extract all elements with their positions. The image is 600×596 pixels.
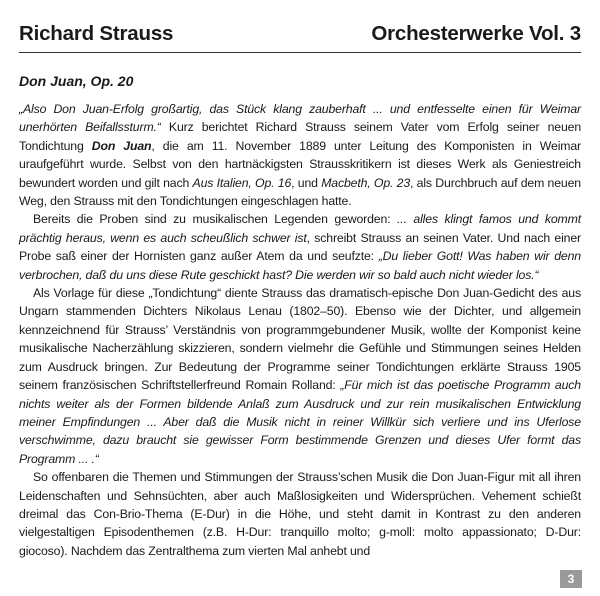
page-header	[19, 22, 581, 48]
text-run: , schreibt Strauss an seinen Vater. Und nach einer Probe saß einer der Hornisten ganz außer Atem da und seufzte:	[19, 230, 581, 264]
section-title: Don Juan, Op. 20	[19, 73, 134, 89]
quote-run: ... alles klingt famos und kommt prächtig heraus, wenn es auch scheußlich schwer ist	[19, 212, 581, 245]
composer-name: Richard Strauss	[19, 22, 174, 45]
quote-run: Macbeth, Op. 23	[321, 175, 411, 190]
text-run: , die am 11. November 1889 unter Leitung des Komponisten in Weimar uraufgeführt wurde. Selbst von den hartnäckigsten Strausskritikern ist dieses Werk als Geniestreich bewundert worden und gilt nach	[19, 138, 582, 190]
text-run: Kurz berichtet Richard Strauss seinem Vater vom Erfolg seiner neuen Tondichtung	[19, 120, 582, 153]
page-number: 3	[560, 570, 582, 588]
text-run: Bereits die Proben sind zu musikalischen Legenden geworden:	[33, 212, 398, 227]
text-run: , als Durchbruch auf dem neuen Weg, den Strauss mit den Tondichtungen eingeschlagen hatte.	[19, 175, 581, 209]
quote-run: Aus Italien, Op. 16	[192, 175, 292, 190]
paragraph	[19, 468, 581, 560]
text-run: So offenbaren die Themen und Stimmungen der Strauss’schen Musik die Don Juan-Figur mit all ihren Leidenschaften und Sehnsüchten, aber auch Maßlosigkeiten und Widersprüchen. Vehement schießt dreimal das Con-Brio-Thema (E-Dur) in die Höhe, und steht damit in Kontrast zu den anderen vielgestaltigen Episodenthemen (z.B. H-Dur: tranquillo molto; g-moll: molto appassionato; D-Dur: giocoso). Nachdem das Zentralthema zum vierten Mal anhebt und	[19, 470, 581, 558]
work-title-run: Don Juan	[91, 138, 152, 153]
quote-run: „Du lieber Gott! Was haben wir denn verbrochen, daß du uns diese Rute geschickt hast? Die werden wir so bald auch nicht wieder los.“	[19, 249, 581, 282]
text-run: Als Vorlage für diese „Tondichtung“ diente Strauss das dramatisch-epische Don Juan-Gedicht des aus Ungarn stammenden Dichters Nikolaus Lenau (1802–50). Ebenso wie der Dichter, und allgemein kennzeichnend für Strauss’ Verständnis von programmgebundener Musik, wollte der Komponist keine musikalische Nacherzählung skizzieren, sondern vielmehr die Gefühle und Stimmungen seines Helden zum Ausdruck bringen. Zur Bedeutung der Programme seiner Tondichtungen erklärte Strauss 1905 seinem französischen Schriftstellerfreund Romain Rolland:	[19, 286, 581, 393]
body-text	[19, 100, 581, 560]
header-rule	[19, 52, 581, 53]
text-run: , und	[291, 175, 322, 190]
album-title: Orchesterwerke Vol. 3	[371, 22, 581, 45]
paragraph	[19, 210, 581, 284]
paragraph	[19, 284, 581, 468]
quote-run: „Also Don Juan-Erfolg großartig, das Stück klang zauberhaft ... und entfesselte einen für Weimar unerhörten Beifallssturm.“	[19, 102, 581, 135]
quote-run: „Für mich ist das poetische Programm auch nichts weiter als der Formen bildende Anlaß zum Ausdruck und zur rein musikalischen Entwicklung meiner Empfindungen ... Aber daß die Musik nicht in reiner Willkür sich verliere und ins Uferlose verschwimme, dazu braucht sie gewisser Form bestimmende Grenzen und dieses Ufer formt das Programm ... .“	[19, 378, 581, 466]
paragraph	[19, 100, 581, 210]
